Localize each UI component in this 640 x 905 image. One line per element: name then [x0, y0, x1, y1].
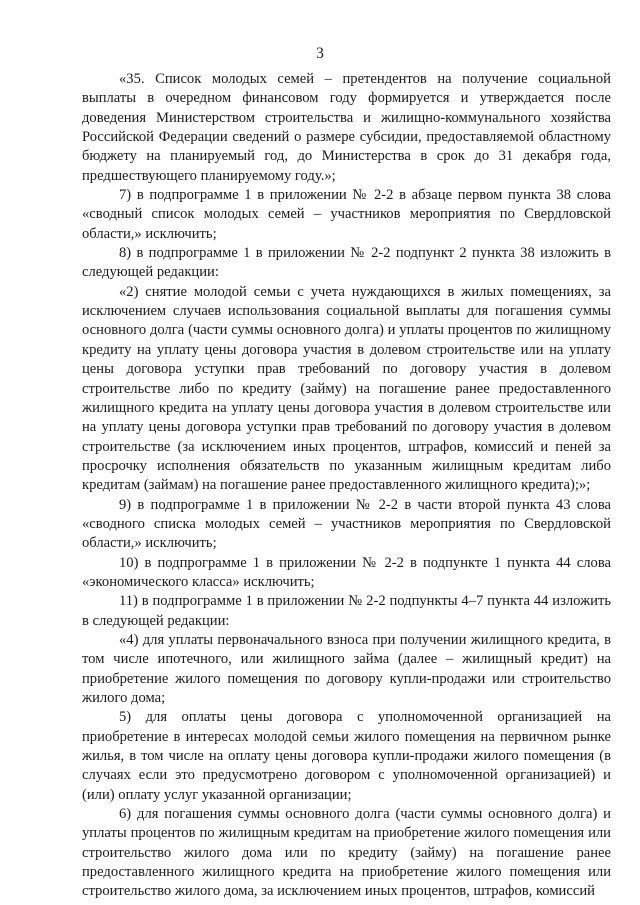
paragraph-amendment-10: 10) в подпрограмме 1 в приложении № 2-2 в подпункте 1 пункта 44 слова «экономического класса» исключить;: [82, 554, 611, 590]
paragraph-amendment-7: 7) в подпрограмме 1 в приложении № 2-2 в абзаце первом пункта 38 слова «сводный список молодых семей – участников мероприятия по Свердловской области,» исключить;: [82, 187, 611, 242]
paragraph-subitem-2-new-wording: «2) снятие молодой семьи с учета нуждающихся в жилых помещениях, за исключением случаев использования социальной выплаты для погашения суммы основного долга (части суммы основного долга) и уплаты процентов по жилищному кредиту на уплату цены договора участия в долевом строительстве или на уплату цены договора уступки прав требований по договору участия в долевом строительстве либо по кредиту (займу) на погашение ранее предоставленного жилищного кредита на уплату цены договора участия в долевом строительстве или на уплату цены договора уступки прав требований по договору участия в долевом строительстве (за исключением иных процентов, штрафов, комиссий и пеней за просрочку исполнения обязательств по указанным жилищным кредитам либо кредитам (займам) на погашение ранее предоставленного жилищного кредита);»;: [82, 283, 611, 494]
paragraph-subitem-5: 5) для оплаты цены договора с уполномоченной организацией на приобретение в интересах молодой семьи жилого помещения на первичном рынке жилья, в том числе на оплату цены договора купли-продажи жилого помещения (в случаях если это предусмотрено договором с уполномоченной организацией) и (или) оплату услуг указанной организации;: [82, 709, 611, 803]
paragraph-amendment-11: 11) в подпрограмме 1 в приложении № 2-2 подпункты 4–7 пункта 44 изложить в следующей редакции:: [82, 593, 611, 629]
paragraph-amendment-8: 8) в подпрограмме 1 в приложении № 2-2 подпункт 2 пункта 38 изложить в следующей редакции:: [82, 245, 611, 281]
paragraph-subitem-6: 6) для погашения суммы основного долга (части суммы основного долга) и уплаты процентов по жилищным кредитам на приобретение жилого помещения или строительство жилого дома или по кредиту (займу) на погашение ранее предоставленного жилищного кредита на приобретение жилого помещения или строительство жилого дома, за исключением иных процентов, штрафов, комиссий: [82, 806, 611, 900]
page-number: 3: [316, 45, 324, 62]
document-body: [82, 70, 611, 902]
paragraph-item-35: «35. Список молодых семей – претендентов на получение социальной выплаты в очередном финансовом году формируется и утверждается после доведения Министерством строительства и жилищно-коммунального хозяйства Российской Федерации сведений о размере субсидии, предоставляемой областному бюджету на планируемый год, до Министерства в срок до 31 декабря года, предшествующего планируемому году.»;: [82, 71, 611, 184]
paragraph-subitem-4: «4) для уплаты первоначального взноса при получении жилищного кредита, в том числе ипотечного, или жилищного займа (далее – жилищный кредит) на приобретение жилого помещения по договору купли-продажи или строительство жилого дома;: [82, 631, 611, 706]
paragraph-amendment-9: 9) в подпрограмме 1 в приложении № 2-2 в части второй пункта 43 слова «сводного списка молодых семей – участников мероприятия по Свердловской области,» исключить;: [82, 496, 611, 552]
